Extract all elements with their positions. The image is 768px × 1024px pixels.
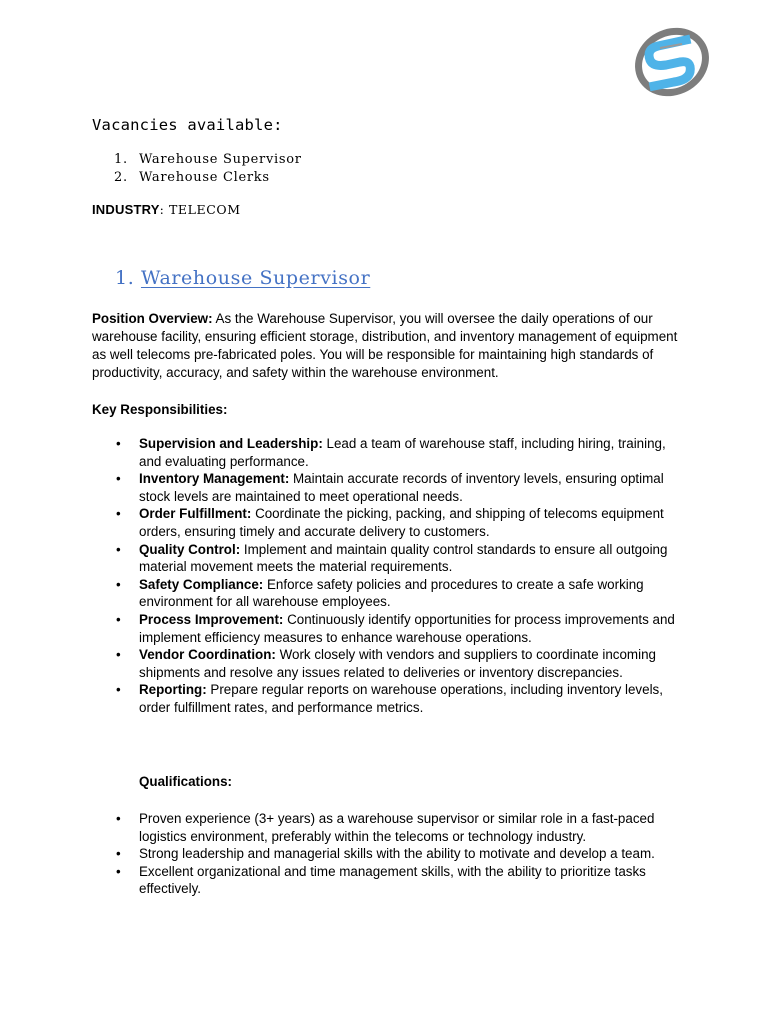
list-item: • Excellent organizational and time management skills, with the ability to prioritize tasks effectively. [116, 863, 686, 898]
s-logo-icon [624, 18, 718, 102]
key-responsibilities-heading: Key Responsibilities: [92, 402, 228, 417]
section-title-link[interactable]: Warehouse Supervisor [140, 267, 371, 289]
list-item: • Reporting: Prepare regular reports on warehouse operations, including inventory levels, order fulfillment rates, and performance metrics. [116, 681, 686, 716]
industry-line: INDUSTRY: TELECOM [92, 202, 241, 217]
list-item: • Proven experience (3+ years) as a warehouse supervisor or similar role in a fast-paced logistics environment, preferably within the telecoms or technology industry. [116, 810, 686, 845]
position-overview: Position Overview: As the Warehouse Supervisor, you will oversee the daily operations of our warehouse facility, ensuring efficient storage, distribution, and inventory management of equipment as well telecoms pre-fabricated poles. You will be responsible for maintaining high standards of productivity, accuracy, and safety within the warehouse environment. [92, 311, 678, 380]
qualifications-list [116, 810, 686, 898]
list-item: • Order Fulfillment: Coordinate the picking, packing, and shipping of telecoms equipment orders, ensuring timely and accurate delivery to customers. [116, 505, 686, 540]
vacancies-title: Vacancies available: [92, 116, 283, 134]
list-item: • Process Improvement: Continuously identify opportunities for process improvements and implement efficiency measures to enhance warehouse operations. [116, 611, 686, 646]
list-item: • Vendor Coordination: Work closely with vendors and suppliers to coordinate incoming shipments and resolve any issues related to deliveries or inventory discrepancies. [116, 646, 686, 681]
list-item: • Safety Compliance: Enforce safety policies and procedures to create a safe working environment for all warehouse employees. [116, 576, 686, 611]
qualifications-heading: Qualifications: [139, 774, 233, 789]
list-item: • Inventory Management: Maintain accurate records of inventory levels, ensuring optimal stock levels are maintained to meet operational needs. [116, 470, 686, 505]
list-item: • Strong leadership and managerial skills with the ability to motivate and develop a team. [116, 845, 686, 863]
list-item: 1. Warehouse Supervisor [114, 152, 302, 167]
list-item: • Quality Control: Implement and maintain quality control standards to ensure all outgoing material movement meets the material requirements. [116, 541, 686, 576]
list-item: • Supervision and Leadership: Lead a team of warehouse staff, including hiring, training, and evaluating performance. [116, 435, 686, 470]
responsibilities-list [116, 435, 686, 717]
section-heading: 1. Warehouse Supervisor [115, 267, 371, 289]
list-item: 2. Warehouse Clerks [114, 169, 270, 185]
vacancies-list [114, 151, 302, 186]
